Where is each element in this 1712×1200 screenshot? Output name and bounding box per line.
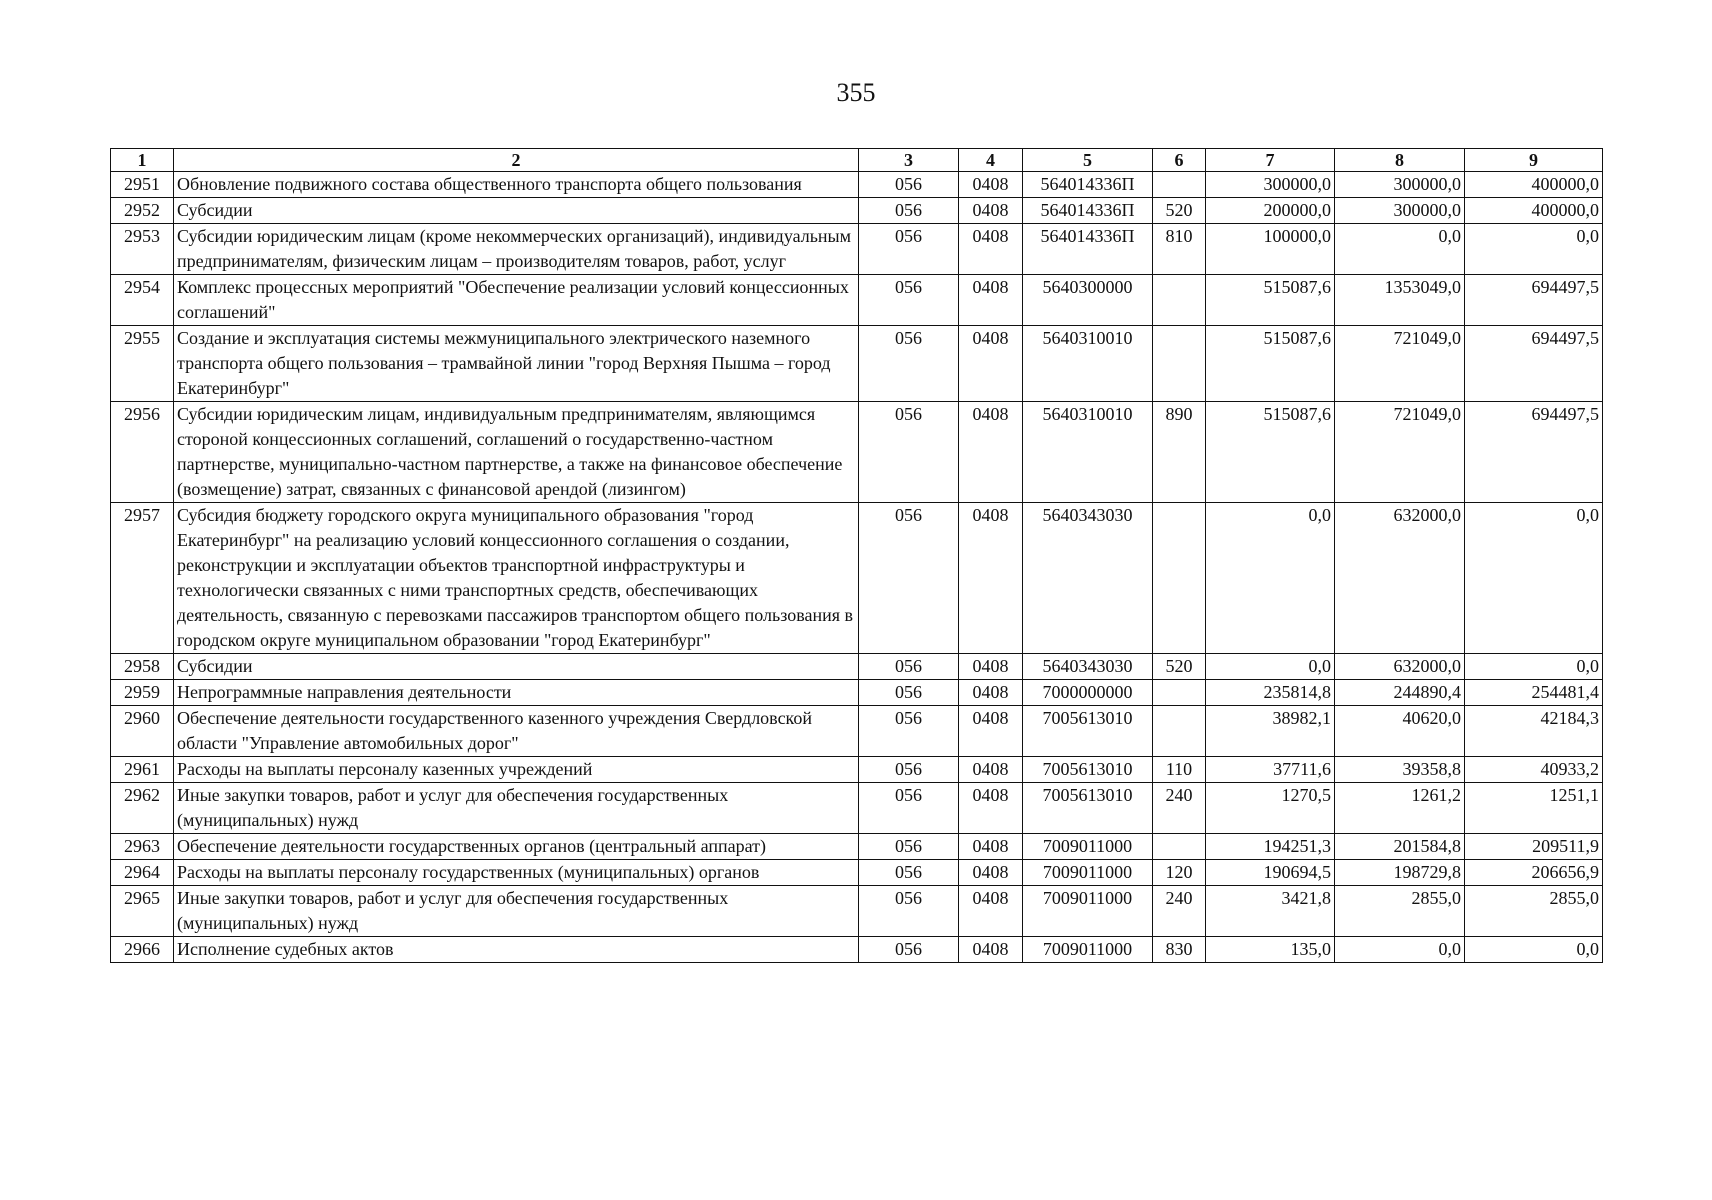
target-code: 7005613010 <box>1023 706 1153 757</box>
amount-col8: 632000,0 <box>1335 503 1465 654</box>
amount-col7: 0,0 <box>1206 654 1335 680</box>
expense-type-code <box>1153 706 1206 757</box>
target-code: 564014336П <box>1023 198 1153 224</box>
amount-col9: 40933,2 <box>1465 757 1603 783</box>
table-row <box>111 834 1603 860</box>
target-code: 7005613010 <box>1023 783 1153 834</box>
section-code: 0408 <box>959 224 1023 275</box>
table-row <box>111 860 1603 886</box>
section-code: 0408 <box>959 503 1023 654</box>
amount-col8: 244890,4 <box>1335 680 1465 706</box>
amount-col8: 1353049,0 <box>1335 275 1465 326</box>
table-row <box>111 172 1603 198</box>
amount-col7: 300000,0 <box>1206 172 1335 198</box>
row-name: Расходы на выплаты персоналу государственных (муниципальных) органов <box>174 860 859 886</box>
row-name: Обеспечение деятельности государственного казенного учреждения Свердловской области "Управление автомобильных дорог" <box>174 706 859 757</box>
ministry-code: 056 <box>859 326 959 402</box>
ministry-code: 056 <box>859 886 959 937</box>
row-name: Иные закупки товаров, работ и услуг для обеспечения государственных (муниципальных) нужд <box>174 886 859 937</box>
row-name: Расходы на выплаты персоналу казенных учреждений <box>174 757 859 783</box>
amount-col9: 694497,5 <box>1465 402 1603 503</box>
expense-type-code <box>1153 680 1206 706</box>
target-code: 7000000000 <box>1023 680 1153 706</box>
ministry-code: 056 <box>859 937 959 963</box>
amount-col9: 206656,9 <box>1465 860 1603 886</box>
amount-col8: 1261,2 <box>1335 783 1465 834</box>
section-code: 0408 <box>959 757 1023 783</box>
expense-type-code <box>1153 503 1206 654</box>
expense-type-code <box>1153 172 1206 198</box>
row-name: Субсидии юридическим лицам, индивидуальным предпринимателям, являющимся стороной концессионных соглашений, соглашений о государственно-частном партнерстве, муниципально-частном партнерстве, а также на финансовое обеспечение (возмещение) затрат, связанных с финансовой арендой (лизингом) <box>174 402 859 503</box>
col-header-4: 4 <box>959 149 1023 172</box>
expense-type-code: 830 <box>1153 937 1206 963</box>
row-name: Субсидии <box>174 654 859 680</box>
target-code: 5640343030 <box>1023 654 1153 680</box>
section-code: 0408 <box>959 275 1023 326</box>
amount-col8: 0,0 <box>1335 224 1465 275</box>
expense-type-code: 240 <box>1153 886 1206 937</box>
amount-col7: 515087,6 <box>1206 275 1335 326</box>
amount-col7: 37711,6 <box>1206 757 1335 783</box>
amount-col7: 1270,5 <box>1206 783 1335 834</box>
expense-type-code: 520 <box>1153 654 1206 680</box>
section-code: 0408 <box>959 326 1023 402</box>
target-code: 5640310010 <box>1023 402 1153 503</box>
amount-col9: 254481,4 <box>1465 680 1603 706</box>
amount-col7: 38982,1 <box>1206 706 1335 757</box>
row-number: 2954 <box>111 275 174 326</box>
expense-type-code: 240 <box>1153 783 1206 834</box>
target-code: 7009011000 <box>1023 834 1153 860</box>
ministry-code: 056 <box>859 783 959 834</box>
amount-col9: 400000,0 <box>1465 198 1603 224</box>
ministry-code: 056 <box>859 834 959 860</box>
expense-type-code: 890 <box>1153 402 1206 503</box>
row-name: Непрограммные направления деятельности <box>174 680 859 706</box>
ministry-code: 056 <box>859 706 959 757</box>
row-number: 2956 <box>111 402 174 503</box>
amount-col8: 300000,0 <box>1335 172 1465 198</box>
table-row <box>111 757 1603 783</box>
amount-col8: 300000,0 <box>1335 198 1465 224</box>
row-name: Комплекс процессных мероприятий "Обеспечение реализации условий концессионных соглашений" <box>174 275 859 326</box>
expense-type-code: 520 <box>1153 198 1206 224</box>
row-name: Субсидии юридическим лицам (кроме некоммерческих организаций), индивидуальным предпринимателям, физическим лицам – производителям товаров, работ, услуг <box>174 224 859 275</box>
row-number: 2965 <box>111 886 174 937</box>
table-row <box>111 402 1603 503</box>
section-code: 0408 <box>959 402 1023 503</box>
ministry-code: 056 <box>859 503 959 654</box>
table-row <box>111 275 1603 326</box>
amount-col7: 235814,8 <box>1206 680 1335 706</box>
ministry-code: 056 <box>859 654 959 680</box>
table-row <box>111 654 1603 680</box>
amount-col9: 0,0 <box>1465 224 1603 275</box>
amount-col9: 1251,1 <box>1465 783 1603 834</box>
table-row <box>111 224 1603 275</box>
row-name: Создание и эксплуатация системы межмуниципального электрического наземного транспорта общего пользования – трамвайной линии "город Верхняя Пышма – город Екатеринбург" <box>174 326 859 402</box>
amount-col8: 40620,0 <box>1335 706 1465 757</box>
section-code: 0408 <box>959 198 1023 224</box>
expense-type-code <box>1153 275 1206 326</box>
col-header-7: 7 <box>1206 149 1335 172</box>
amount-col7: 0,0 <box>1206 503 1335 654</box>
row-number: 2951 <box>111 172 174 198</box>
table-row <box>111 886 1603 937</box>
amount-col7: 135,0 <box>1206 937 1335 963</box>
amount-col7: 190694,5 <box>1206 860 1335 886</box>
row-number: 2966 <box>111 937 174 963</box>
row-name: Обеспечение деятельности государственных органов (центральный аппарат) <box>174 834 859 860</box>
row-name: Исполнение судебных актов <box>174 937 859 963</box>
expense-type-code <box>1153 834 1206 860</box>
section-code: 0408 <box>959 886 1023 937</box>
target-code: 7009011000 <box>1023 860 1153 886</box>
amount-col8: 632000,0 <box>1335 654 1465 680</box>
expense-type-code: 110 <box>1153 757 1206 783</box>
row-number: 2958 <box>111 654 174 680</box>
budget-table <box>110 148 1603 963</box>
amount-col9: 0,0 <box>1465 503 1603 654</box>
col-header-1: 1 <box>111 149 174 172</box>
amount-col8: 39358,8 <box>1335 757 1465 783</box>
section-code: 0408 <box>959 834 1023 860</box>
ministry-code: 056 <box>859 860 959 886</box>
col-header-6: 6 <box>1153 149 1206 172</box>
expense-type-code: 810 <box>1153 224 1206 275</box>
row-number: 2960 <box>111 706 174 757</box>
amount-col9: 42184,3 <box>1465 706 1603 757</box>
target-code: 7009011000 <box>1023 937 1153 963</box>
col-header-3: 3 <box>859 149 959 172</box>
amount-col9: 694497,5 <box>1465 326 1603 402</box>
section-code: 0408 <box>959 783 1023 834</box>
amount-col7: 100000,0 <box>1206 224 1335 275</box>
amount-col8: 721049,0 <box>1335 326 1465 402</box>
section-code: 0408 <box>959 860 1023 886</box>
section-code: 0408 <box>959 937 1023 963</box>
ministry-code: 056 <box>859 402 959 503</box>
ministry-code: 056 <box>859 198 959 224</box>
target-code: 564014336П <box>1023 224 1153 275</box>
table-row <box>111 198 1603 224</box>
row-number: 2964 <box>111 860 174 886</box>
table-row <box>111 326 1603 402</box>
col-header-8: 8 <box>1335 149 1465 172</box>
target-code: 5640300000 <box>1023 275 1153 326</box>
ministry-code: 056 <box>859 757 959 783</box>
header-row <box>111 149 1603 172</box>
row-name: Субсидия бюджету городского округа муниципального образования "город Екатеринбург" на реализацию условий концессионного соглашения о создании, реконструкции и эксплуатации объектов транспортной инфраструктуры и технологически связанных с ними транспортных средств, обеспечивающих деятельность, связанную с перевозками пассажиров транспортом общего пользования в городском округе муниципальном образовании "город Екатеринбург" <box>174 503 859 654</box>
row-number: 2957 <box>111 503 174 654</box>
amount-col9: 694497,5 <box>1465 275 1603 326</box>
section-code: 0408 <box>959 172 1023 198</box>
target-code: 7009011000 <box>1023 886 1153 937</box>
amount-col8: 0,0 <box>1335 937 1465 963</box>
amount-col7: 3421,8 <box>1206 886 1335 937</box>
amount-col9: 0,0 <box>1465 654 1603 680</box>
expense-type-code <box>1153 326 1206 402</box>
amount-col8: 721049,0 <box>1335 402 1465 503</box>
row-name: Субсидии <box>174 198 859 224</box>
ministry-code: 056 <box>859 172 959 198</box>
amount-col8: 198729,8 <box>1335 860 1465 886</box>
table-row <box>111 783 1603 834</box>
row-name: Иные закупки товаров, работ и услуг для обеспечения государственных (муниципальных) нужд <box>174 783 859 834</box>
section-code: 0408 <box>959 654 1023 680</box>
amount-col8: 201584,8 <box>1335 834 1465 860</box>
col-header-2: 2 <box>174 149 859 172</box>
table-row <box>111 503 1603 654</box>
amount-col7: 515087,6 <box>1206 402 1335 503</box>
target-code: 7005613010 <box>1023 757 1153 783</box>
amount-col7: 515087,6 <box>1206 326 1335 402</box>
row-name: Обновление подвижного состава общественного транспорта общего пользования <box>174 172 859 198</box>
amount-col9: 0,0 <box>1465 937 1603 963</box>
amount-col9: 2855,0 <box>1465 886 1603 937</box>
target-code: 5640343030 <box>1023 503 1153 654</box>
table-row <box>111 706 1603 757</box>
amount-col8: 2855,0 <box>1335 886 1465 937</box>
row-number: 2952 <box>111 198 174 224</box>
page-number: 355 <box>836 78 876 107</box>
col-header-5: 5 <box>1023 149 1153 172</box>
ministry-code: 056 <box>859 680 959 706</box>
amount-col7: 194251,3 <box>1206 834 1335 860</box>
row-number: 2959 <box>111 680 174 706</box>
row-number: 2961 <box>111 757 174 783</box>
row-number: 2962 <box>111 783 174 834</box>
row-number: 2953 <box>111 224 174 275</box>
row-number: 2955 <box>111 326 174 402</box>
row-number: 2963 <box>111 834 174 860</box>
table-row <box>111 937 1603 963</box>
table-row <box>111 680 1603 706</box>
amount-col7: 200000,0 <box>1206 198 1335 224</box>
col-header-9: 9 <box>1465 149 1603 172</box>
section-code: 0408 <box>959 706 1023 757</box>
section-code: 0408 <box>959 680 1023 706</box>
target-code: 5640310010 <box>1023 326 1153 402</box>
expense-type-code: 120 <box>1153 860 1206 886</box>
ministry-code: 056 <box>859 275 959 326</box>
ministry-code: 056 <box>859 224 959 275</box>
amount-col9: 400000,0 <box>1465 172 1603 198</box>
target-code: 564014336П <box>1023 172 1153 198</box>
amount-col9: 209511,9 <box>1465 834 1603 860</box>
